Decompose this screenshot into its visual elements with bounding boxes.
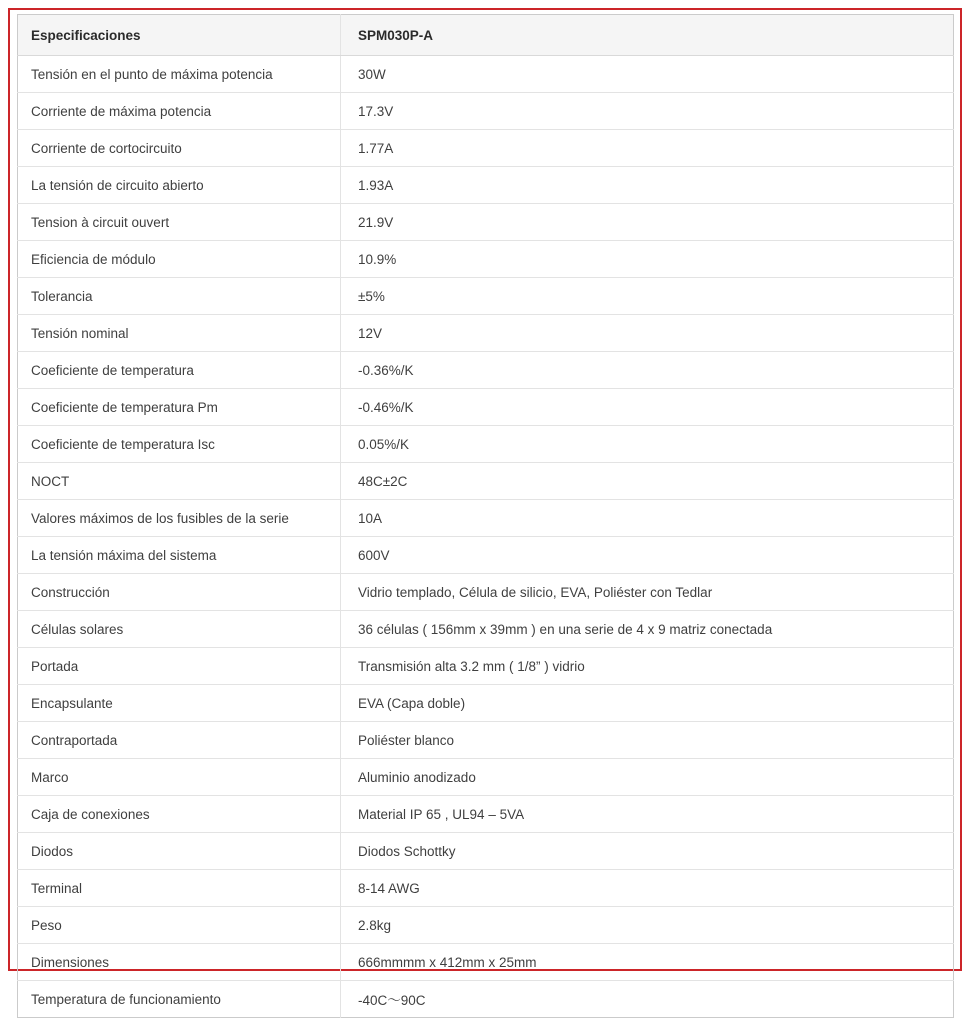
spec-label: Corriente de máxima potencia [18,93,341,130]
table-row [18,463,954,500]
table-row [18,685,954,722]
spec-label: Células solares [18,611,341,648]
spec-value: ±5% [341,278,954,315]
spec-value: Aluminio anodizado [341,759,954,796]
table-row [18,241,954,278]
table-row [18,278,954,315]
table-row [18,93,954,130]
spec-value: 30W [341,56,954,93]
spec-label: Dimensiones [18,944,341,981]
table-row [18,426,954,463]
table-row [18,722,954,759]
table-row [18,611,954,648]
spec-value: Material IP 65 , UL94 – 5VA [341,796,954,833]
spec-value: 1.93A [341,167,954,204]
table-row [18,870,954,907]
spec-value: -0.36%/K [341,352,954,389]
table-row [18,500,954,537]
header-specifications: Especificaciones [18,15,341,56]
spec-label: NOCT [18,463,341,500]
spec-label: Contraportada [18,722,341,759]
spec-value: Transmisión alta 3.2 mm ( 1/8” ) vidrio [341,648,954,685]
spec-value: 48C±2C [341,463,954,500]
spec-label: Peso [18,907,341,944]
table-header-row [18,15,954,56]
spec-label: Coeficiente de temperatura Pm [18,389,341,426]
spec-value: 36 células ( 156mm x 39mm ) en una serie de 4 x 9 matriz conectada [341,611,954,648]
spec-value: EVA (Capa doble) [341,685,954,722]
table-row [18,204,954,241]
spec-label: Marco [18,759,341,796]
spec-label: Tensión nominal [18,315,341,352]
table-row [18,56,954,93]
table-row [18,833,954,870]
spec-value: 10A [341,500,954,537]
spec-label: Tolerancia [18,278,341,315]
spec-label: Portada [18,648,341,685]
spec-value: 21.9V [341,204,954,241]
spec-label: Corriente de cortocircuito [18,130,341,167]
spec-label: Eficiencia de módulo [18,241,341,278]
table-row [18,759,954,796]
spec-label: Coeficiente de temperatura Isc [18,426,341,463]
table-row [18,981,954,1018]
spec-value: Diodos Schottky [341,833,954,870]
spec-label: Coeficiente de temperatura [18,352,341,389]
spec-value: 600V [341,537,954,574]
spec-label: Tensión en el punto de máxima potencia [18,56,341,93]
spec-value: 2.8kg [341,907,954,944]
spec-value: 17.3V [341,93,954,130]
spec-value: Poliéster blanco [341,722,954,759]
spec-label: La tensión máxima del sistema [18,537,341,574]
table-row [18,944,954,981]
spec-label: Construcción [18,574,341,611]
spec-value: 8-14 AWG [341,870,954,907]
spec-value: Vidrio templado, Célula de silicio, EVA, Poliéster con Tedlar [341,574,954,611]
spec-label: Temperatura de funcionamiento [31,991,221,1007]
spec-label: La tensión de circuito abierto [18,167,341,204]
spec-value: -0.46%/K [341,389,954,426]
spec-label: Diodos [18,833,341,870]
spec-value: 12V [341,315,954,352]
spec-label: Caja de conexiones [18,796,341,833]
spec-value: 666mmmm x 412mm x 25mm [341,944,954,981]
spec-label: Encapsulante [18,685,341,722]
spec-value: -40C～90C [341,981,954,1018]
spec-value: 10.9% [341,241,954,278]
header-model-number: SPM030P-A [341,15,954,56]
table-row [18,352,954,389]
table-row [18,537,954,574]
table-row [18,907,954,944]
table-row [18,315,954,352]
table-row [18,389,954,426]
table-row [18,167,954,204]
spec-label: Tension à circuit ouvert [18,204,341,241]
page-red-frame [8,8,962,1008]
spec-label: Valores máximos de los fusibles de la serie [18,500,341,537]
table-row [18,130,954,167]
spec-value: 0.05%/K [341,426,954,463]
table-row [18,648,954,685]
spec-label: Terminal [18,870,341,907]
table-row [18,796,954,833]
table-row [18,574,954,611]
spec-value: 1.77A [341,130,954,167]
specifications-table [17,14,954,1018]
